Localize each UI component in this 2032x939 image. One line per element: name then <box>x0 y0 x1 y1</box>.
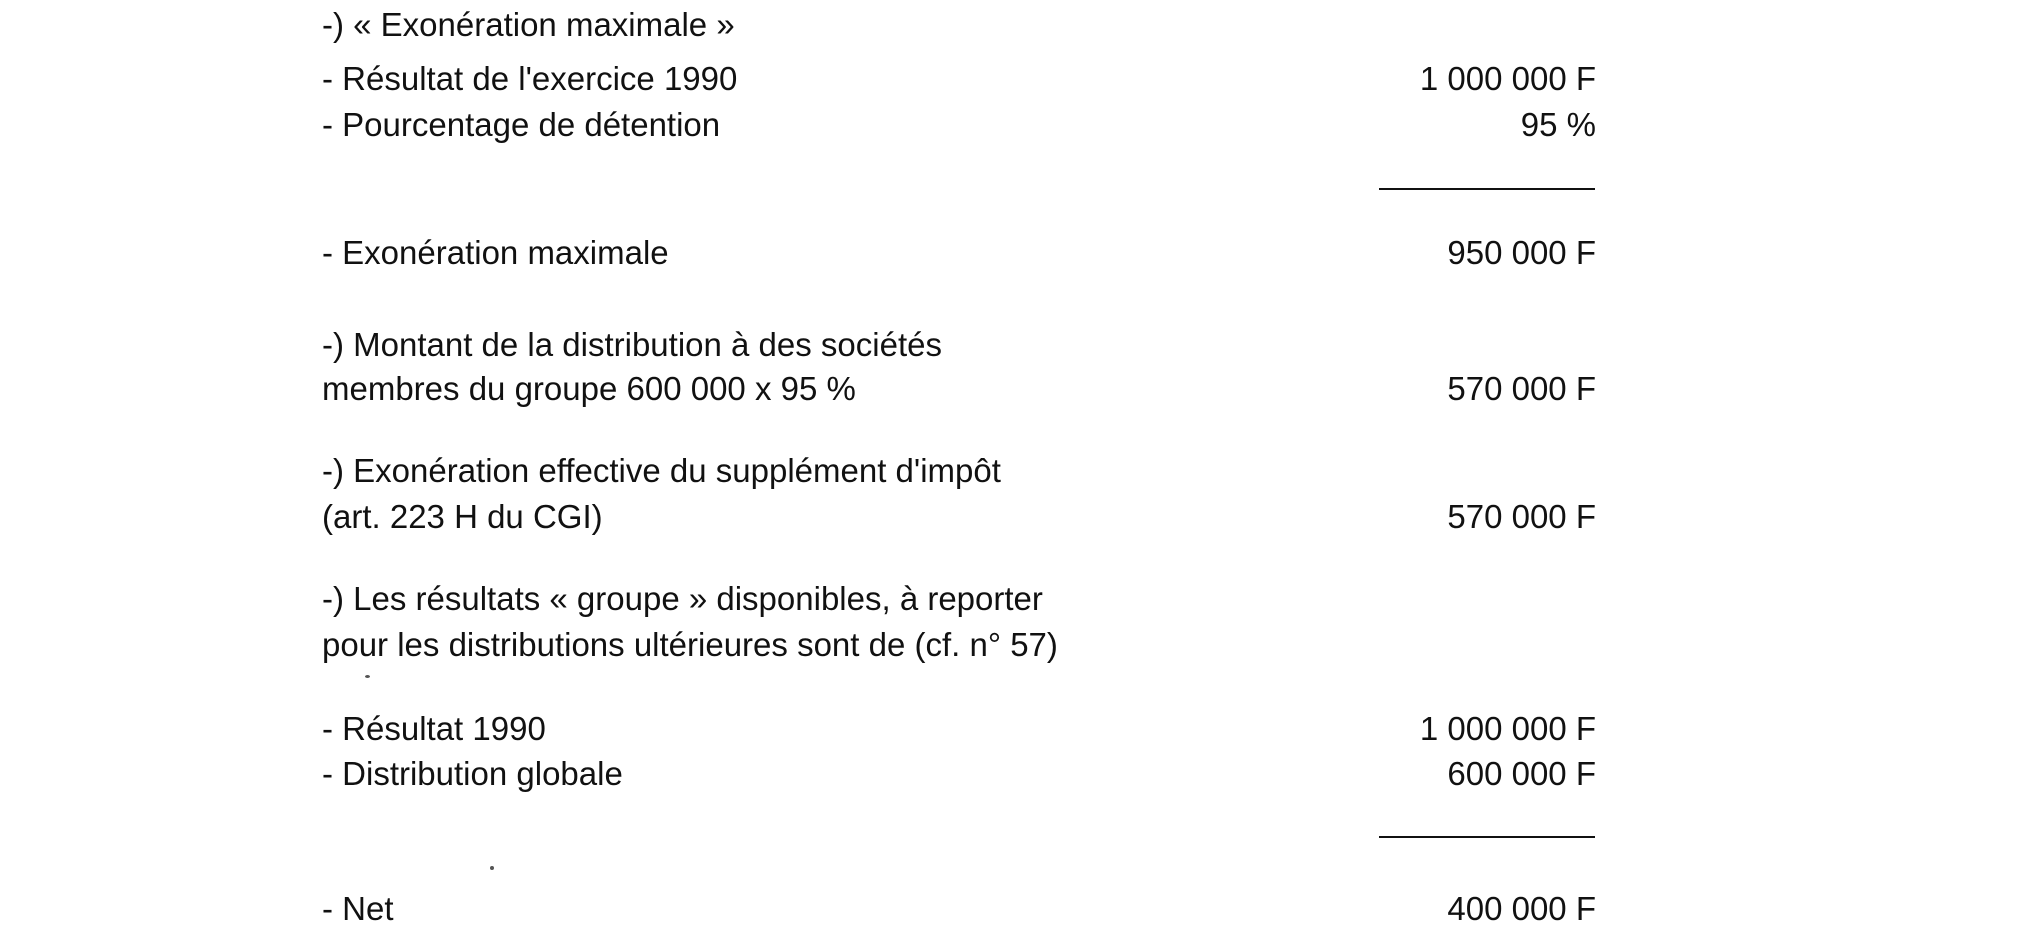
value-distribution-globale: 600 000 F <box>1447 755 1596 792</box>
value-montant-distribution: 570 000 F <box>1447 370 1596 407</box>
heading-exoneration-maximale: -) « Exonération maximale » <box>322 6 735 43</box>
value-exoneration-effective: 570 000 F <box>1447 498 1596 535</box>
sum-rule-2 <box>1379 836 1595 838</box>
label-resultat-1990: - Résultat 1990 <box>322 710 546 747</box>
text-resultats-groupe-line2: pour les distributions ultérieures sont de (cf. n° 57) <box>322 626 1058 663</box>
sum-rule-1 <box>1379 188 1595 190</box>
scan-speck <box>365 675 370 678</box>
label-exoneration-maximale: - Exonération maximale <box>322 234 669 271</box>
label-resultat-exercice: - Résultat de l'exercice 1990 <box>322 60 738 97</box>
scan-speck-2 <box>490 866 494 870</box>
label-pourcentage-detention: - Pourcentage de détention <box>322 106 721 143</box>
text-exoneration-effective-line1: -) Exonération effective du supplément d'impôt <box>322 452 1001 489</box>
value-pourcentage-detention: 95 % <box>1520 106 1596 143</box>
label-net: - Net <box>322 890 394 927</box>
text-montant-distribution-line2: membres du groupe 600 000 x 95 % <box>322 370 856 407</box>
text-resultats-groupe-line1: -) Les résultats « groupe » disponibles, à reporter <box>322 580 1043 617</box>
value-net: 400 000 F <box>1447 890 1596 927</box>
value-exoneration-maximale: 950 000 F <box>1447 234 1596 271</box>
label-distribution-globale: - Distribution globale <box>322 755 623 792</box>
text-montant-distribution-line1: -) Montant de la distribution à des sociétés <box>322 326 942 363</box>
value-resultat-exercice: 1 000 000 F <box>1419 60 1596 97</box>
text-exoneration-effective-line2: (art. 223 H du CGI) <box>322 498 603 535</box>
value-resultat-1990: 1 000 000 F <box>1419 710 1596 747</box>
